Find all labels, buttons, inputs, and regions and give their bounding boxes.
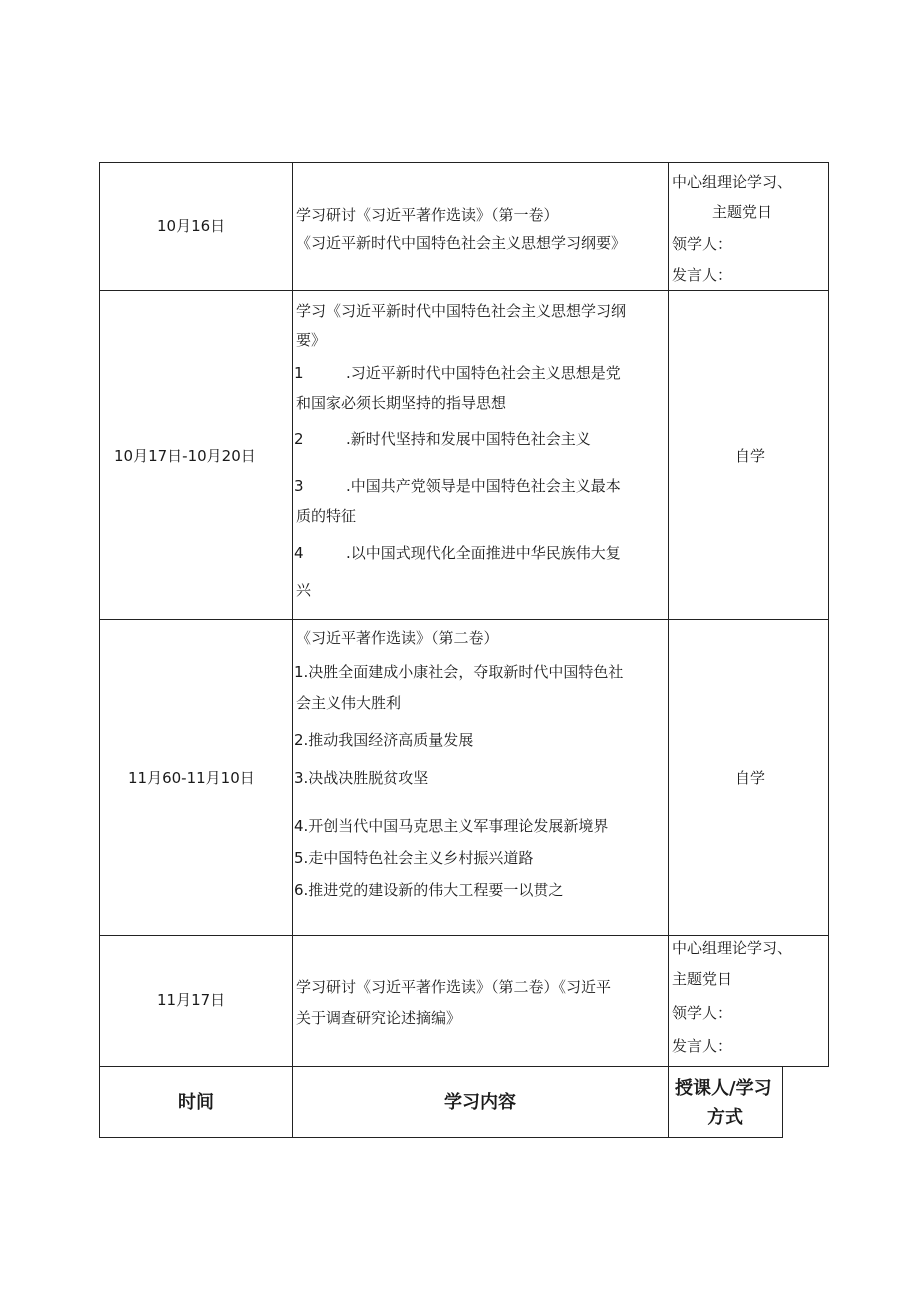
method-line: 领学人：: [672, 235, 733, 253]
header-time: 时间: [178, 1092, 214, 1113]
method-line: 发言人：: [672, 266, 733, 284]
item-number: 3: [294, 477, 304, 495]
content-line: 学习研讨《习近平著作选读》（第二卷）《习近平: [296, 978, 612, 996]
method-line: 主题党日: [712, 203, 773, 221]
method-cell: 自学: [735, 447, 766, 465]
content-line: 兴: [296, 581, 312, 599]
item-number: 1: [294, 364, 304, 382]
content-line: 要》: [296, 331, 327, 349]
method-line: 发言人：: [672, 1037, 733, 1055]
content-line: .以中国式现代化全面推进中华民族伟大复: [346, 544, 621, 562]
content-line: 6.推进党的建设新的伟大工程要一以贯之: [294, 881, 564, 899]
time-cell: 11月60-11月10日: [128, 769, 255, 787]
item-number: 4: [294, 544, 304, 562]
content-line: 《习近平著作选读》（第二卷）: [296, 629, 499, 647]
method-cell: 自学: [735, 769, 766, 787]
method-line: 中心组理论学习、: [672, 939, 793, 957]
method-line: 中心组理论学习、: [672, 173, 793, 191]
content-line: 学习《习近平新时代中国特色社会主义思想学习纲: [296, 302, 627, 320]
content-line: 5.走中国特色社会主义乡村振兴道路: [294, 849, 534, 867]
content-line: 3.决战决胜脱贫攻坚: [294, 769, 429, 787]
content-line: 关于调查研究论述摘编》: [296, 1009, 462, 1027]
content-line: 《习近平新时代中国特色社会主义思想学习纲要》: [296, 234, 627, 252]
method-line: 领学人：: [672, 1004, 733, 1022]
header-method: 方式: [707, 1107, 743, 1128]
content-line: .习近平新时代中国特色社会主义思想是党: [346, 364, 621, 382]
content-line: 4.开创当代中国马克思主义军事理论发展新境界: [294, 817, 609, 835]
content-line: 会主义伟大胜利: [296, 694, 402, 712]
content-line: .中国共产党领导是中国特色社会主义最本: [346, 477, 621, 495]
content-line: 1.决胜全面建成小康社会，夺取新时代中国特色社: [294, 663, 624, 681]
time-cell: 11月17日: [157, 991, 226, 1009]
content-line: 质的特征: [296, 507, 357, 525]
content-line: 2.推动我国经济高质量发展: [294, 731, 474, 749]
content-line: 学习研讨《习近平著作选读》（第一卷）: [296, 206, 559, 224]
time-cell: 10月16日: [157, 217, 226, 235]
method-line: 主题党日: [672, 970, 733, 988]
header-method: 授课人/学习: [675, 1078, 772, 1099]
item-number: 2: [294, 430, 304, 448]
time-cell: 10月17日-10月20日: [114, 447, 256, 465]
content-line: .新时代坚持和发展中国特色社会主义: [346, 430, 591, 448]
header-content: 学习内容: [444, 1092, 516, 1113]
content-line: 和国家必须长期坚持的指导思想: [296, 394, 507, 412]
